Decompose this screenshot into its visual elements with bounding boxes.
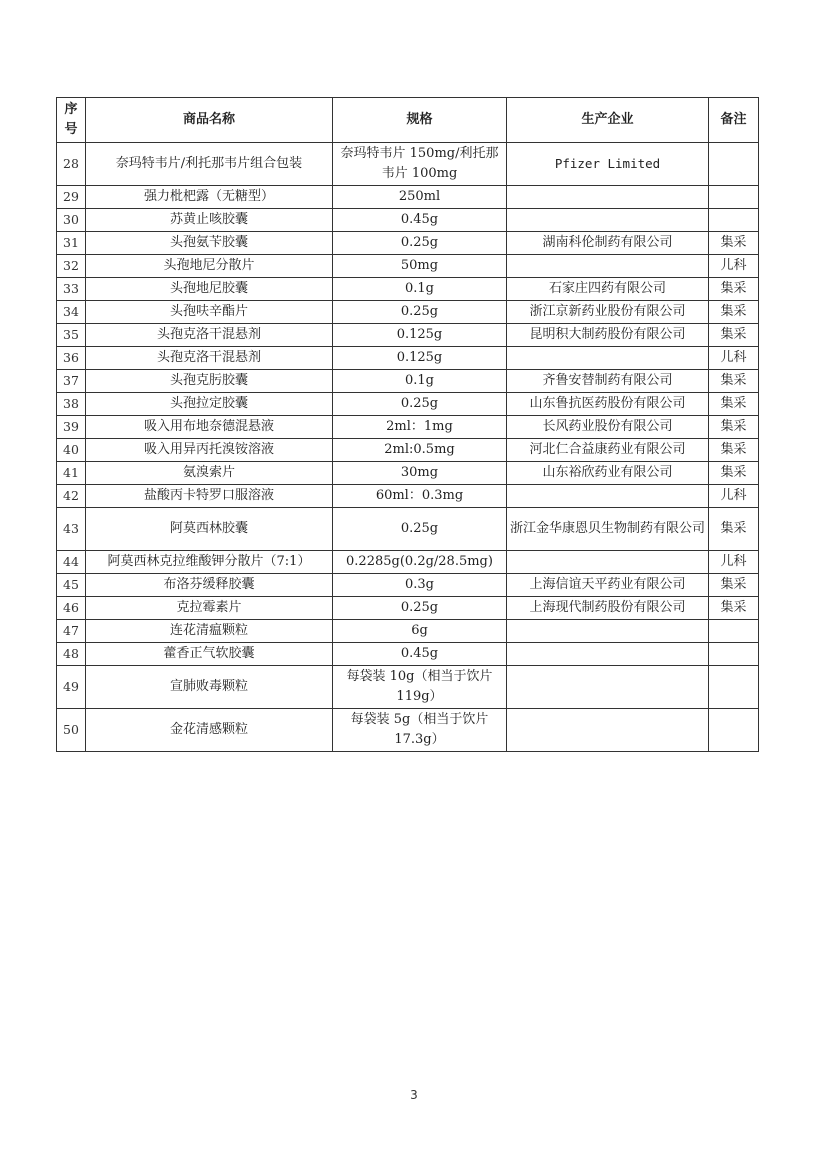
- cell-note: [709, 209, 759, 232]
- cell-manufacturer: [507, 209, 709, 232]
- cell-product-name: 盐酸丙卡特罗口服溶液: [86, 485, 333, 508]
- cell-product-name: 阿莫西林胶囊: [86, 508, 333, 551]
- cell-spec: 0.25g: [333, 301, 507, 324]
- cell-manufacturer: 山东鲁抗医药股份有限公司: [507, 393, 709, 416]
- table-row: [57, 462, 759, 485]
- cell-seq: 45: [57, 574, 86, 597]
- table-row: [57, 439, 759, 462]
- cell-spec: 0.25g: [333, 597, 507, 620]
- cell-note: 集采: [709, 597, 759, 620]
- cell-manufacturer: Pfizer Limited: [507, 143, 709, 186]
- cell-spec: 2ml:0.5mg: [333, 439, 507, 462]
- cell-spec: 0.1g: [333, 278, 507, 301]
- cell-product-name: 连花清瘟颗粒: [86, 620, 333, 643]
- cell-note: 集采: [709, 393, 759, 416]
- cell-seq: 35: [57, 324, 86, 347]
- cell-seq: 34: [57, 301, 86, 324]
- cell-note: 儿科: [709, 347, 759, 370]
- drug-list-table: [56, 97, 759, 752]
- cell-manufacturer: [507, 620, 709, 643]
- table-row: [57, 643, 759, 666]
- cell-spec: 0.45g: [333, 643, 507, 666]
- cell-note: 集采: [709, 232, 759, 255]
- table-row: [57, 574, 759, 597]
- cell-spec: 每袋装 10g（相当于饮片 119g）: [333, 666, 507, 709]
- table-row: [57, 324, 759, 347]
- cell-note: 儿科: [709, 255, 759, 278]
- table-row: [57, 551, 759, 574]
- table-row: [57, 301, 759, 324]
- cell-note: 集采: [709, 462, 759, 485]
- header-note: 备注: [709, 98, 759, 143]
- cell-note: 集采: [709, 574, 759, 597]
- cell-spec: 0.1g: [333, 370, 507, 393]
- cell-spec: 250ml: [333, 186, 507, 209]
- cell-seq: 42: [57, 485, 86, 508]
- table-header-row: [57, 98, 759, 143]
- table-row: [57, 347, 759, 370]
- cell-spec: 每袋装 5g（相当于饮片 17.3g）: [333, 709, 507, 752]
- cell-seq: 43: [57, 508, 86, 551]
- cell-manufacturer: [507, 347, 709, 370]
- cell-product-name: 吸入用布地奈德混悬液: [86, 416, 333, 439]
- cell-manufacturer: 齐鲁安替制药有限公司: [507, 370, 709, 393]
- cell-product-name: 宣肺败毒颗粒: [86, 666, 333, 709]
- cell-manufacturer: [507, 551, 709, 574]
- cell-seq: 31: [57, 232, 86, 255]
- cell-product-name: 奈玛特韦片/利托那韦片组合包装: [86, 143, 333, 186]
- cell-manufacturer: 浙江京新药业股份有限公司: [507, 301, 709, 324]
- cell-spec: 0.125g: [333, 347, 507, 370]
- cell-manufacturer: 浙江金华康恩贝生物制药有限公司: [507, 508, 709, 551]
- cell-product-name: 克拉霉素片: [86, 597, 333, 620]
- cell-product-name: 金花清感颗粒: [86, 709, 333, 752]
- cell-manufacturer: 山东裕欣药业有限公司: [507, 462, 709, 485]
- table-row: [57, 186, 759, 209]
- cell-seq: 48: [57, 643, 86, 666]
- cell-manufacturer: 石家庄四药有限公司: [507, 278, 709, 301]
- cell-manufacturer: 河北仁合益康药业有限公司: [507, 439, 709, 462]
- table-row: [57, 370, 759, 393]
- cell-note: 集采: [709, 301, 759, 324]
- table-row: [57, 508, 759, 551]
- cell-spec: 50mg: [333, 255, 507, 278]
- cell-product-name: 布洛芬缓释胶囊: [86, 574, 333, 597]
- cell-note: [709, 620, 759, 643]
- page-number: 3: [410, 1088, 418, 1102]
- cell-note: 集采: [709, 370, 759, 393]
- cell-note: 集采: [709, 416, 759, 439]
- table-row: [57, 209, 759, 232]
- header-seq-line2: 号: [64, 122, 78, 137]
- cell-manufacturer: [507, 255, 709, 278]
- cell-manufacturer: 长风药业股份有限公司: [507, 416, 709, 439]
- cell-seq: 30: [57, 209, 86, 232]
- cell-seq: 40: [57, 439, 86, 462]
- cell-seq: 50: [57, 709, 86, 752]
- cell-seq: 47: [57, 620, 86, 643]
- cell-product-name: 头孢克洛干混悬剂: [86, 347, 333, 370]
- cell-seq: 36: [57, 347, 86, 370]
- cell-spec: 0.125g: [333, 324, 507, 347]
- cell-product-name: 强力枇杷露（无糖型）: [86, 186, 333, 209]
- cell-product-name: 头孢地尼分散片: [86, 255, 333, 278]
- header-seq: [57, 98, 86, 143]
- cell-spec: 0.3g: [333, 574, 507, 597]
- table-row: [57, 393, 759, 416]
- cell-spec: 60ml：0.3mg: [333, 485, 507, 508]
- cell-product-name: 头孢呋辛酯片: [86, 301, 333, 324]
- cell-product-name: 吸入用异丙托溴铵溶液: [86, 439, 333, 462]
- table-body: [57, 143, 759, 752]
- cell-manufacturer: 昆明积大制药股份有限公司: [507, 324, 709, 347]
- cell-seq: 29: [57, 186, 86, 209]
- cell-product-name: 藿香正气软胶囊: [86, 643, 333, 666]
- table-row: [57, 255, 759, 278]
- cell-seq: 37: [57, 370, 86, 393]
- cell-note: [709, 666, 759, 709]
- cell-spec: 0.2285g(0.2g/28.5mg): [333, 551, 507, 574]
- cell-manufacturer: 湖南科伦制药有限公司: [507, 232, 709, 255]
- cell-manufacturer: 上海信谊天平药业有限公司: [507, 574, 709, 597]
- cell-spec: 0.25g: [333, 232, 507, 255]
- cell-seq: 39: [57, 416, 86, 439]
- cell-manufacturer: 上海现代制药股份有限公司: [507, 597, 709, 620]
- cell-seq: 44: [57, 551, 86, 574]
- cell-product-name: 氨溴索片: [86, 462, 333, 485]
- cell-product-name: 头孢氨苄胶囊: [86, 232, 333, 255]
- cell-manufacturer: [507, 709, 709, 752]
- cell-note: 集采: [709, 439, 759, 462]
- cell-manufacturer: [507, 643, 709, 666]
- cell-note: [709, 143, 759, 186]
- cell-spec: 6g: [333, 620, 507, 643]
- cell-seq: 41: [57, 462, 86, 485]
- cell-manufacturer: [507, 485, 709, 508]
- cell-product-name: 头孢克洛干混悬剂: [86, 324, 333, 347]
- table-row: [57, 666, 759, 709]
- table-row: [57, 485, 759, 508]
- table-row: [57, 232, 759, 255]
- header-manufacturer: 生产企业: [507, 98, 709, 143]
- cell-seq: 46: [57, 597, 86, 620]
- cell-product-name: 头孢克肟胶囊: [86, 370, 333, 393]
- cell-note: [709, 186, 759, 209]
- table-row: [57, 143, 759, 186]
- cell-spec: 0.45g: [333, 209, 507, 232]
- cell-note: 集采: [709, 278, 759, 301]
- header-spec: 规格: [333, 98, 507, 143]
- header-seq-line1: 序: [64, 102, 78, 117]
- table-row: [57, 416, 759, 439]
- cell-product-name: 头孢地尼胶囊: [86, 278, 333, 301]
- cell-note: 集采: [709, 324, 759, 347]
- cell-note: 儿科: [709, 485, 759, 508]
- header-product-name: 商品名称: [86, 98, 333, 143]
- cell-product-name: 阿莫西林克拉维酸钾分散片（7:1）: [86, 551, 333, 574]
- cell-seq: 38: [57, 393, 86, 416]
- cell-spec: 2ml：1mg: [333, 416, 507, 439]
- cell-manufacturer: [507, 666, 709, 709]
- cell-spec: 0.25g: [333, 508, 507, 551]
- cell-seq: 33: [57, 278, 86, 301]
- table-row: [57, 620, 759, 643]
- cell-seq: 32: [57, 255, 86, 278]
- cell-spec: 30mg: [333, 462, 507, 485]
- cell-seq: 49: [57, 666, 86, 709]
- table-row: [57, 597, 759, 620]
- cell-note: 儿科: [709, 551, 759, 574]
- cell-note: [709, 709, 759, 752]
- cell-seq: 28: [57, 143, 86, 186]
- table-row: [57, 278, 759, 301]
- table-row: [57, 709, 759, 752]
- cell-spec: 0.25g: [333, 393, 507, 416]
- cell-note: [709, 643, 759, 666]
- cell-manufacturer: [507, 186, 709, 209]
- cell-note: 集采: [709, 508, 759, 551]
- cell-product-name: 苏黄止咳胶囊: [86, 209, 333, 232]
- cell-product-name: 头孢拉定胶囊: [86, 393, 333, 416]
- cell-spec: 奈玛特韦片 150mg/利托那韦片 100mg: [333, 143, 507, 186]
